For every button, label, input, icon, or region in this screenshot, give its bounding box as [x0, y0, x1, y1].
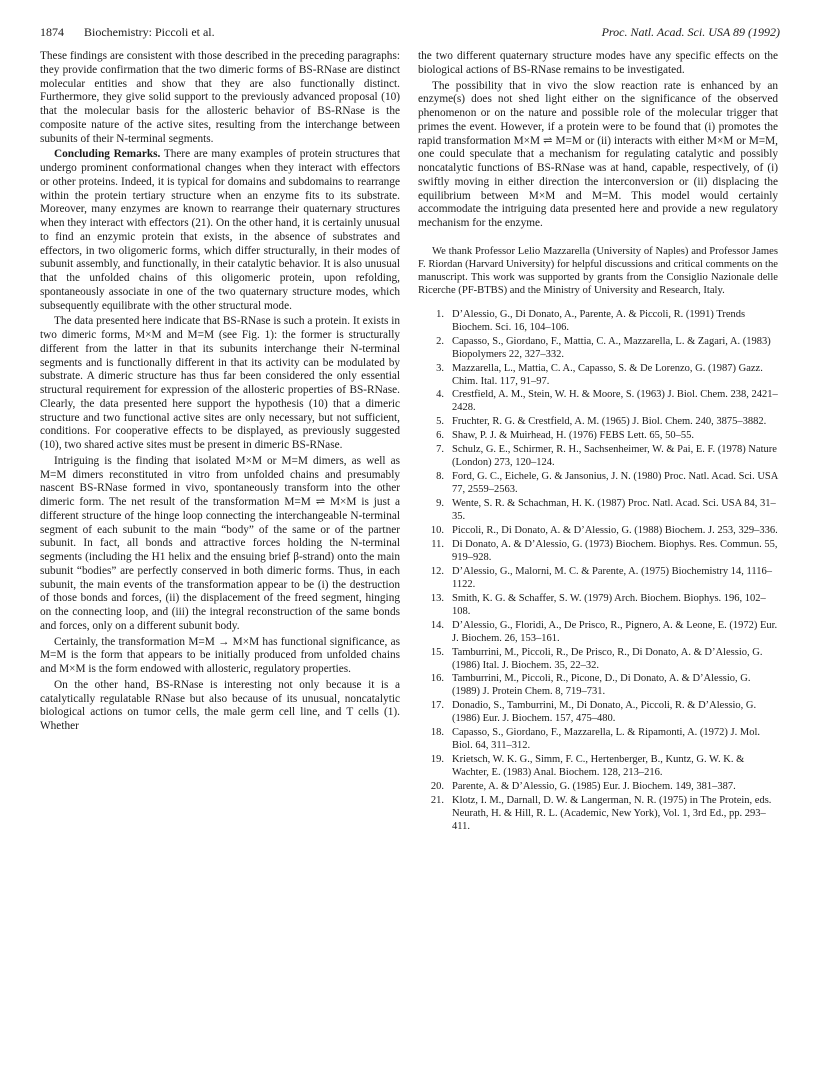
paragraph: Intriguing is the finding that isolated M×M or M=M dimers, as well as M=M dimers reconstituted in vitro from unfolded chains and presumably nascent BS-RNase formed in vivo, spontaneously transform into the other dimeric form. The net result of the transformation M=M ⇌ M×M is just a different structure of the hinge loop connecting the interchangeable N-terminal segment of each subunit to the main “body” of the same or of the partner subunit. In fact, all bonds and attractive forces holding the N-terminal segments (including the H1 helix and the ensuing brief β-strand) onto the main subunit “bodies” are perfectly conserved in both dimeric forms. Thus, in each subunit, the main events of the transformation appear to be (i) the destruction of those bonds and forces, (ii) the displacement of the freed segment, hinging on the connecting loop, and (iii) the integral reconstruction of the same bonds and forces, only on a different subunit body. — [40, 454, 400, 632]
reference-item — [418, 539, 778, 565]
reference-text: Wente, S. R. & Schachman, H. K. (1987) Proc. Natl. Acad. Sci. USA 84, 31–35. — [452, 498, 776, 523]
reference-item — [418, 700, 778, 726]
reference-text: Tamburrini, M., Piccoli, R., De Prisco, R., Di Donato, A. & D’Alessio, G. (1986) Ital. J. Biochem. 35, 22–32. — [452, 646, 763, 671]
reference-number: 18. — [430, 727, 444, 739]
reference-number: 15. — [430, 646, 444, 658]
reference-item — [418, 795, 778, 834]
page-header — [40, 25, 780, 41]
paragraph: On the other hand, BS-RNase is interesting not only because it is a catalytically regulatable RNase but also because of its unusual, noncatalytic biological actions on tumor cells, the male germ cell line, and T cells (1). Whether — [40, 678, 400, 732]
reference-item — [418, 673, 778, 699]
reference-number: 4. — [436, 389, 444, 401]
paragraph: The possibility that in vivo the slow reaction rate is enhanced by an enzyme(s) does not shed light either on the significance of the observed phenomenon or on the nature and possible role of the molecular trigger that primes the event. However, if a protein were to be found that (i) promotes the rapid transformation M×M ⇌ M=M or (ii) interacts with either M×M or M=M, one could speculate that a mechanism for regulating catalytic and possibly noncatalytic functions of BS-RNase was at hand, capable, respectively, of (i) swiftly moving in either direction the interconversion or (ii) displacing the equilibrium between M×M and M=M. This model would certainly accommodate the intriguing data presented here and provide a new regulatory mechanism for the enzyme. — [418, 79, 778, 229]
running-title: Biochemistry: Piccoli et al. — [84, 25, 215, 39]
reference-item — [418, 727, 778, 753]
reference-number: 17. — [430, 700, 444, 712]
paragraph: The data presented here indicate that BS-RNase is such a protein. It exists in two dimeric forms, M×M and M=M (see Fig. 1): the former is structurally different from the latter in that its subunits interchange their N-terminal segments and is functionally different in that its activity can be modulated by substrate. A dimeric structure has thus far been considered the only essential structural requirement for expression of the allosteric properties of BS-RNase. Clearly, the data presented here support the hypothesis (10) that a dimeric structure and two functional active sites are only necessary, but not sufficient, conditions. For cooperative effects to be displayed, as previously suggested (10), two shared active sites must be present in dimeric BS-RNase. — [40, 315, 400, 451]
reference-text: Capasso, S., Giordano, F., Mazzarella, L. & Ripamonti, A. (1972) J. Mol. Biol. 64, 311–312. — [452, 727, 760, 752]
reference-text: Donadio, S., Tamburrini, M., Di Donato, A., Piccoli, R. & D’Alessio, G. (1986) Eur. J. Biochem. 157, 475–480. — [452, 700, 757, 725]
page-number: 1874 — [40, 25, 64, 39]
paragraph: Certainly, the transformation M=M → M×M has functional significance, as M=M is the form that appears to be initially produced from unfolded chains and M×M is the form endowed with allosteric, regulatory properties. — [40, 635, 400, 675]
reference-text: Shaw, P. J. & Muirhead, H. (1976) FEBS Lett. 65, 50–55. — [452, 430, 694, 442]
reference-number: 12. — [430, 565, 444, 577]
reference-number: 21. — [430, 795, 444, 807]
reference-item — [418, 471, 778, 497]
reference-text: D’Alessio, G., Malorni, M. C. & Parente, A. (1975) Biochemistry 14, 1116–1122. — [452, 565, 773, 590]
reference-item — [418, 336, 778, 362]
paragraph: These findings are consistent with those described in the preceding paragraphs: they provide confirmation that the two dimeric forms of BS-RNase are distinct molecular entities and show that they are also functionally distinct. Furthermore, they give solid support to the previously advanced proposal (10) that the molecular basis for the allosteric behavior of BS-RNase is the composite nature of the active sites, resulting from the interchange between subunits of their N-terminal segments. — [40, 50, 400, 145]
reference-text: Parente, A. & D’Alessio, G. (1985) Eur. J. Biochem. 149, 381–387. — [452, 781, 736, 793]
reference-item — [418, 389, 778, 415]
reference-number: 8. — [436, 471, 444, 483]
paragraph-concluding-remarks — [40, 148, 400, 313]
paragraph-text: There are many examples of protein structures that undergo prominent conformational changes when they interact with effectors or other proteins. Indeed, it is typical for domains and subdomains to rearrange within the protein tertiary structure when an enzyme fits to its substrate. Moreover, many enzymes are known to rearrange their quaternary structures when they interact with effectors (21). On the other hand, it is certainly unusual to find an enzymic protein that exists, in the absence of substrates and effectors, in two oligomeric forms, which differ structurally, in their modes of subunit assembly, and functionally, in their catalytic behavior. It is also unusual that the unfolded chains of this oligomeric protein, upon refolding, spontaneously associate in one of the two quaternary structure modes, which subsequently equilibrate with the other structural mode. — [40, 148, 401, 312]
reference-text: Krietsch, W. K. G., Simm, F. C., Hertenberger, B., Kuntz, G. W. K. & Wachter, E. (1983) Anal. Biochem. 128, 213–216. — [452, 754, 745, 779]
reference-number: 14. — [430, 619, 444, 631]
reference-item — [418, 309, 778, 335]
reference-text: Di Donato, A. & D’Alessio, G. (1973) Biochem. Biophys. Res. Commun. 55, 919–928. — [452, 538, 778, 563]
paragraph: the two different quaternary structure modes have any specific effects on the biological actions of BS-RNase remains to be investigated. — [418, 50, 778, 76]
reference-number: 11. — [431, 538, 444, 550]
reference-text: Klotz, I. M., Darnall, D. W. & Langerman, N. R. (1975) in The Protein, eds. Neurath, H. & Hill, R. L. (Academic, New York), Vol. 1, 3rd Ed., pp. 293–411. — [452, 795, 772, 832]
reference-number: 2. — [436, 335, 444, 347]
reference-item — [418, 620, 778, 646]
reference-item — [418, 430, 778, 443]
reference-text: Fruchter, R. G. & Crestfield, A. M. (1965) J. Biol. Chem. 240, 3875–3882. — [452, 416, 767, 428]
reference-item — [418, 363, 778, 389]
reference-number: 20. — [430, 781, 444, 793]
reference-text: D’Alessio, G., Di Donato, A., Parente, A. & Piccoli, R. (1991) Trends Biochem. Sci. 16, 104–106. — [452, 308, 746, 333]
reference-item — [418, 593, 778, 619]
reference-text: Capasso, S., Giordano, F., Mattia, C. A., Mazzarella, L. & Zagari, A. (1983) Biopolymers 22, 327–332. — [452, 335, 771, 360]
left-column — [40, 50, 400, 736]
reference-number: 1. — [436, 308, 444, 320]
reference-item — [418, 566, 778, 592]
reference-text: Smith, K. G. & Schaffer, S. W. (1979) Arch. Biochem. Biophys. 196, 102–108. — [452, 592, 766, 617]
reference-item — [418, 498, 778, 524]
reference-text: Mazzarella, L., Mattia, C. A., Capasso, S. & De Lorenzo, G. (1987) Gazz. Chim. Ital. 117, 91–97. — [452, 362, 763, 387]
reference-number: 5. — [436, 416, 444, 428]
reference-item — [418, 444, 778, 470]
reference-item — [418, 647, 778, 673]
reference-text: D’Alessio, G., Floridi, A., De Prisco, R., Pignero, A. & Leone, E. (1972) Eur. J. Biochem. 26, 153–161. — [452, 619, 778, 644]
reference-text: Ford, G. C., Eichele, G. & Jansonius, J. N. (1980) Proc. Natl. Acad. Sci. USA 77, 2559–2563. — [452, 471, 778, 496]
reference-number: 7. — [436, 444, 444, 456]
reference-item — [418, 781, 778, 794]
reference-number: 16. — [430, 673, 444, 685]
reference-text: Tamburrini, M., Piccoli, R., Picone, D., Di Donato, A. & D’Alessio, G. (1989) J. Protein Chem. 8, 719–731. — [452, 673, 751, 698]
reference-number: 13. — [430, 592, 444, 604]
reference-list — [418, 309, 778, 834]
section-heading: Concluding Remarks. — [54, 148, 161, 161]
reference-text: Schulz, G. E., Schirmer, R. H., Sachsenheimer, W. & Pai, E. F. (1978) Nature (London) 273, 120–124. — [452, 444, 777, 469]
reference-item — [418, 754, 778, 780]
reference-number: 10. — [430, 525, 444, 536]
acknowledgment: We thank Professor Lelio Mazzarella (University of Naples) and Professor James F. Riordan (Harvard University) for helpful discussions and critical comments on the manuscript. This work was supported by grants from the Consiglio Nazionale delle Ricerche (PF-BTBS) and the Ministry of University and Research, Italy. — [418, 245, 778, 296]
reference-text: Crestfield, A. M., Stein, W. H. & Moore, S. (1963) J. Biol. Chem. 238, 2421–2428. — [452, 389, 778, 414]
reference-number: 3. — [436, 362, 444, 374]
journal-citation: Proc. Natl. Acad. Sci. USA 89 (1992) — [601, 25, 780, 39]
reference-number: 9. — [436, 498, 444, 510]
right-column — [418, 50, 778, 835]
reference-text: Piccoli, R., Di Donato, A. & D’Alessio, G. (1988) Biochem. J. 253, 329–336. — [452, 525, 778, 536]
reference-number: 19. — [430, 754, 444, 766]
reference-number: 6. — [436, 430, 444, 442]
reference-item — [418, 416, 778, 429]
reference-item — [418, 525, 778, 538]
